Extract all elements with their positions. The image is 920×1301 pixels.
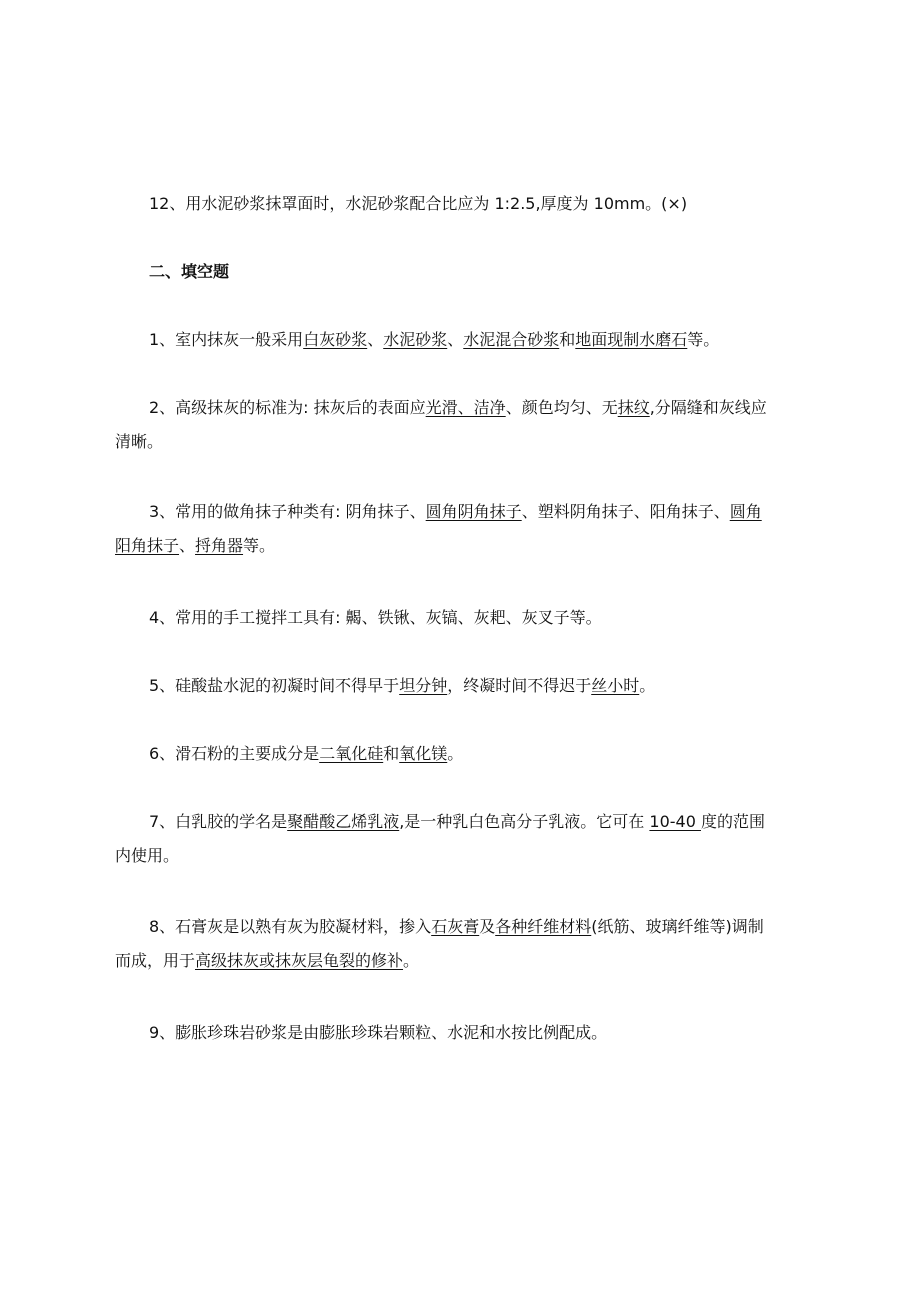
true-false-question-12 bbox=[115, 187, 849, 221]
question-12-text: 12、用水泥砂浆抹罩面时，水泥砂浆配合比应为 1:2.5,厚度为 10mm。(×) bbox=[149, 194, 688, 213]
fill-item-3-line-2 bbox=[115, 529, 815, 563]
item-3-separator: 、 bbox=[179, 536, 196, 555]
item-3-answer-3: 捋角器 bbox=[195, 536, 244, 555]
item-8-answer-2: 各种纤维材料 bbox=[495, 917, 592, 936]
item-6-conjunction: 和 bbox=[383, 744, 400, 763]
item-1-separator: 、 bbox=[367, 330, 384, 349]
item-8-continuation: 而成，用于 bbox=[115, 951, 196, 970]
item-5-text-mid: ，终凝时间不得迟于 bbox=[447, 676, 592, 695]
fill-item-7-line-2 bbox=[115, 839, 815, 873]
item-1-separator: 、 bbox=[447, 330, 464, 349]
item-7-text-end: 度的范围 bbox=[700, 812, 765, 831]
item-2-answer-2: 抹纹 bbox=[617, 398, 650, 417]
item-2-continuation: 清晰。 bbox=[115, 432, 164, 451]
item-6-end: 。 bbox=[447, 744, 464, 763]
item-5-text: 5、硅酸盐水泥的初凝时间不得早于 bbox=[149, 676, 400, 695]
item-6-text: 6、滑石粉的主要成分是 bbox=[149, 744, 320, 763]
fill-item-8-line-1 bbox=[115, 910, 849, 944]
fill-item-2-line-1 bbox=[115, 391, 849, 425]
item-3-answer-2-part-2: 阳角抹子 bbox=[115, 536, 180, 555]
item-2-text-mid: 、颜色均匀、无 bbox=[505, 398, 618, 417]
fill-item-5 bbox=[115, 669, 849, 703]
item-3-answer-1: 圆角阴角抹子 bbox=[425, 502, 522, 521]
item-1-conjunction: 和 bbox=[559, 330, 576, 349]
fill-item-2-line-2 bbox=[115, 425, 815, 459]
item-5-end: 。 bbox=[639, 676, 656, 695]
fill-item-6 bbox=[115, 737, 849, 771]
item-9-text: 9、膨胀珍珠岩砂浆是由膨胀珍珠岩颗粒、水泥和水按比例配成。 bbox=[149, 1023, 608, 1042]
item-7-answer-2: 10-40 bbox=[649, 812, 701, 831]
item-7-answer-1: 聚醋酸乙烯乳液 bbox=[287, 812, 400, 831]
item-8-answer-3: 高级抹灰或抹灰层龟裂的修补 bbox=[195, 951, 404, 970]
fill-item-1 bbox=[115, 323, 849, 357]
item-1-answer-1: 白灰砂浆 bbox=[303, 330, 368, 349]
item-8-text-end: (纸筋、玻璃纤维等)调制 bbox=[591, 917, 764, 936]
fill-item-7-line-1 bbox=[115, 805, 849, 839]
item-7-text: 7、白乳胶的学名是 bbox=[149, 812, 288, 831]
item-3-end: 等。 bbox=[243, 536, 276, 555]
item-7-text-mid: ,是一种乳白色高分子乳液。它可在 bbox=[399, 812, 650, 831]
item-3-answer-2-part-1: 圆角 bbox=[729, 502, 762, 521]
item-4-text: 4、常用的手工搅拌工具有: 齃、铁锹、灰镐、灰耙、灰叉子等。 bbox=[149, 608, 602, 627]
item-5-answer-1: 坦分钟 bbox=[399, 676, 448, 695]
fill-item-3-line-1 bbox=[115, 495, 849, 529]
item-1-text: 1、室内抹灰一般采用 bbox=[149, 330, 304, 349]
fill-item-9 bbox=[115, 1016, 849, 1050]
item-1-answer-2: 水泥砂浆 bbox=[383, 330, 448, 349]
item-8-text: 8、石膏灰是以熟有灰为胶凝材料，掺入 bbox=[149, 917, 432, 936]
section-heading-fill-in-blank bbox=[115, 255, 849, 289]
item-3-text-mid: 、塑料阴角抹子、阳角抹子、 bbox=[521, 502, 730, 521]
item-1-end: 等。 bbox=[687, 330, 720, 349]
item-8-conjunction: 及 bbox=[479, 917, 496, 936]
item-2-text: 2、高级抹灰的标准为: 抹灰后的表面应 bbox=[149, 398, 426, 417]
item-6-answer-2: 氧化镁 bbox=[399, 744, 448, 763]
item-6-answer-1: 二氧化硅 bbox=[319, 744, 384, 763]
section-title: 二、填空题 bbox=[149, 262, 230, 281]
item-5-answer-2: 丝小时 bbox=[591, 676, 640, 695]
item-2-answer-1: 光滑、洁净 bbox=[425, 398, 506, 417]
item-7-continuation: 内使用。 bbox=[115, 846, 180, 865]
item-2-text-end: ,分隔缝和灰线应 bbox=[649, 398, 767, 417]
fill-item-4 bbox=[115, 601, 849, 635]
item-8-end: 。 bbox=[403, 951, 420, 970]
fill-item-8-line-2 bbox=[115, 944, 815, 978]
item-3-text: 3、常用的做角抹子种类有: 阴角抹子、 bbox=[149, 502, 426, 521]
item-8-answer-1: 石灰膏 bbox=[431, 917, 480, 936]
item-1-answer-3: 水泥混合砂浆 bbox=[463, 330, 560, 349]
item-1-answer-4: 地面现制水磨石 bbox=[575, 330, 688, 349]
